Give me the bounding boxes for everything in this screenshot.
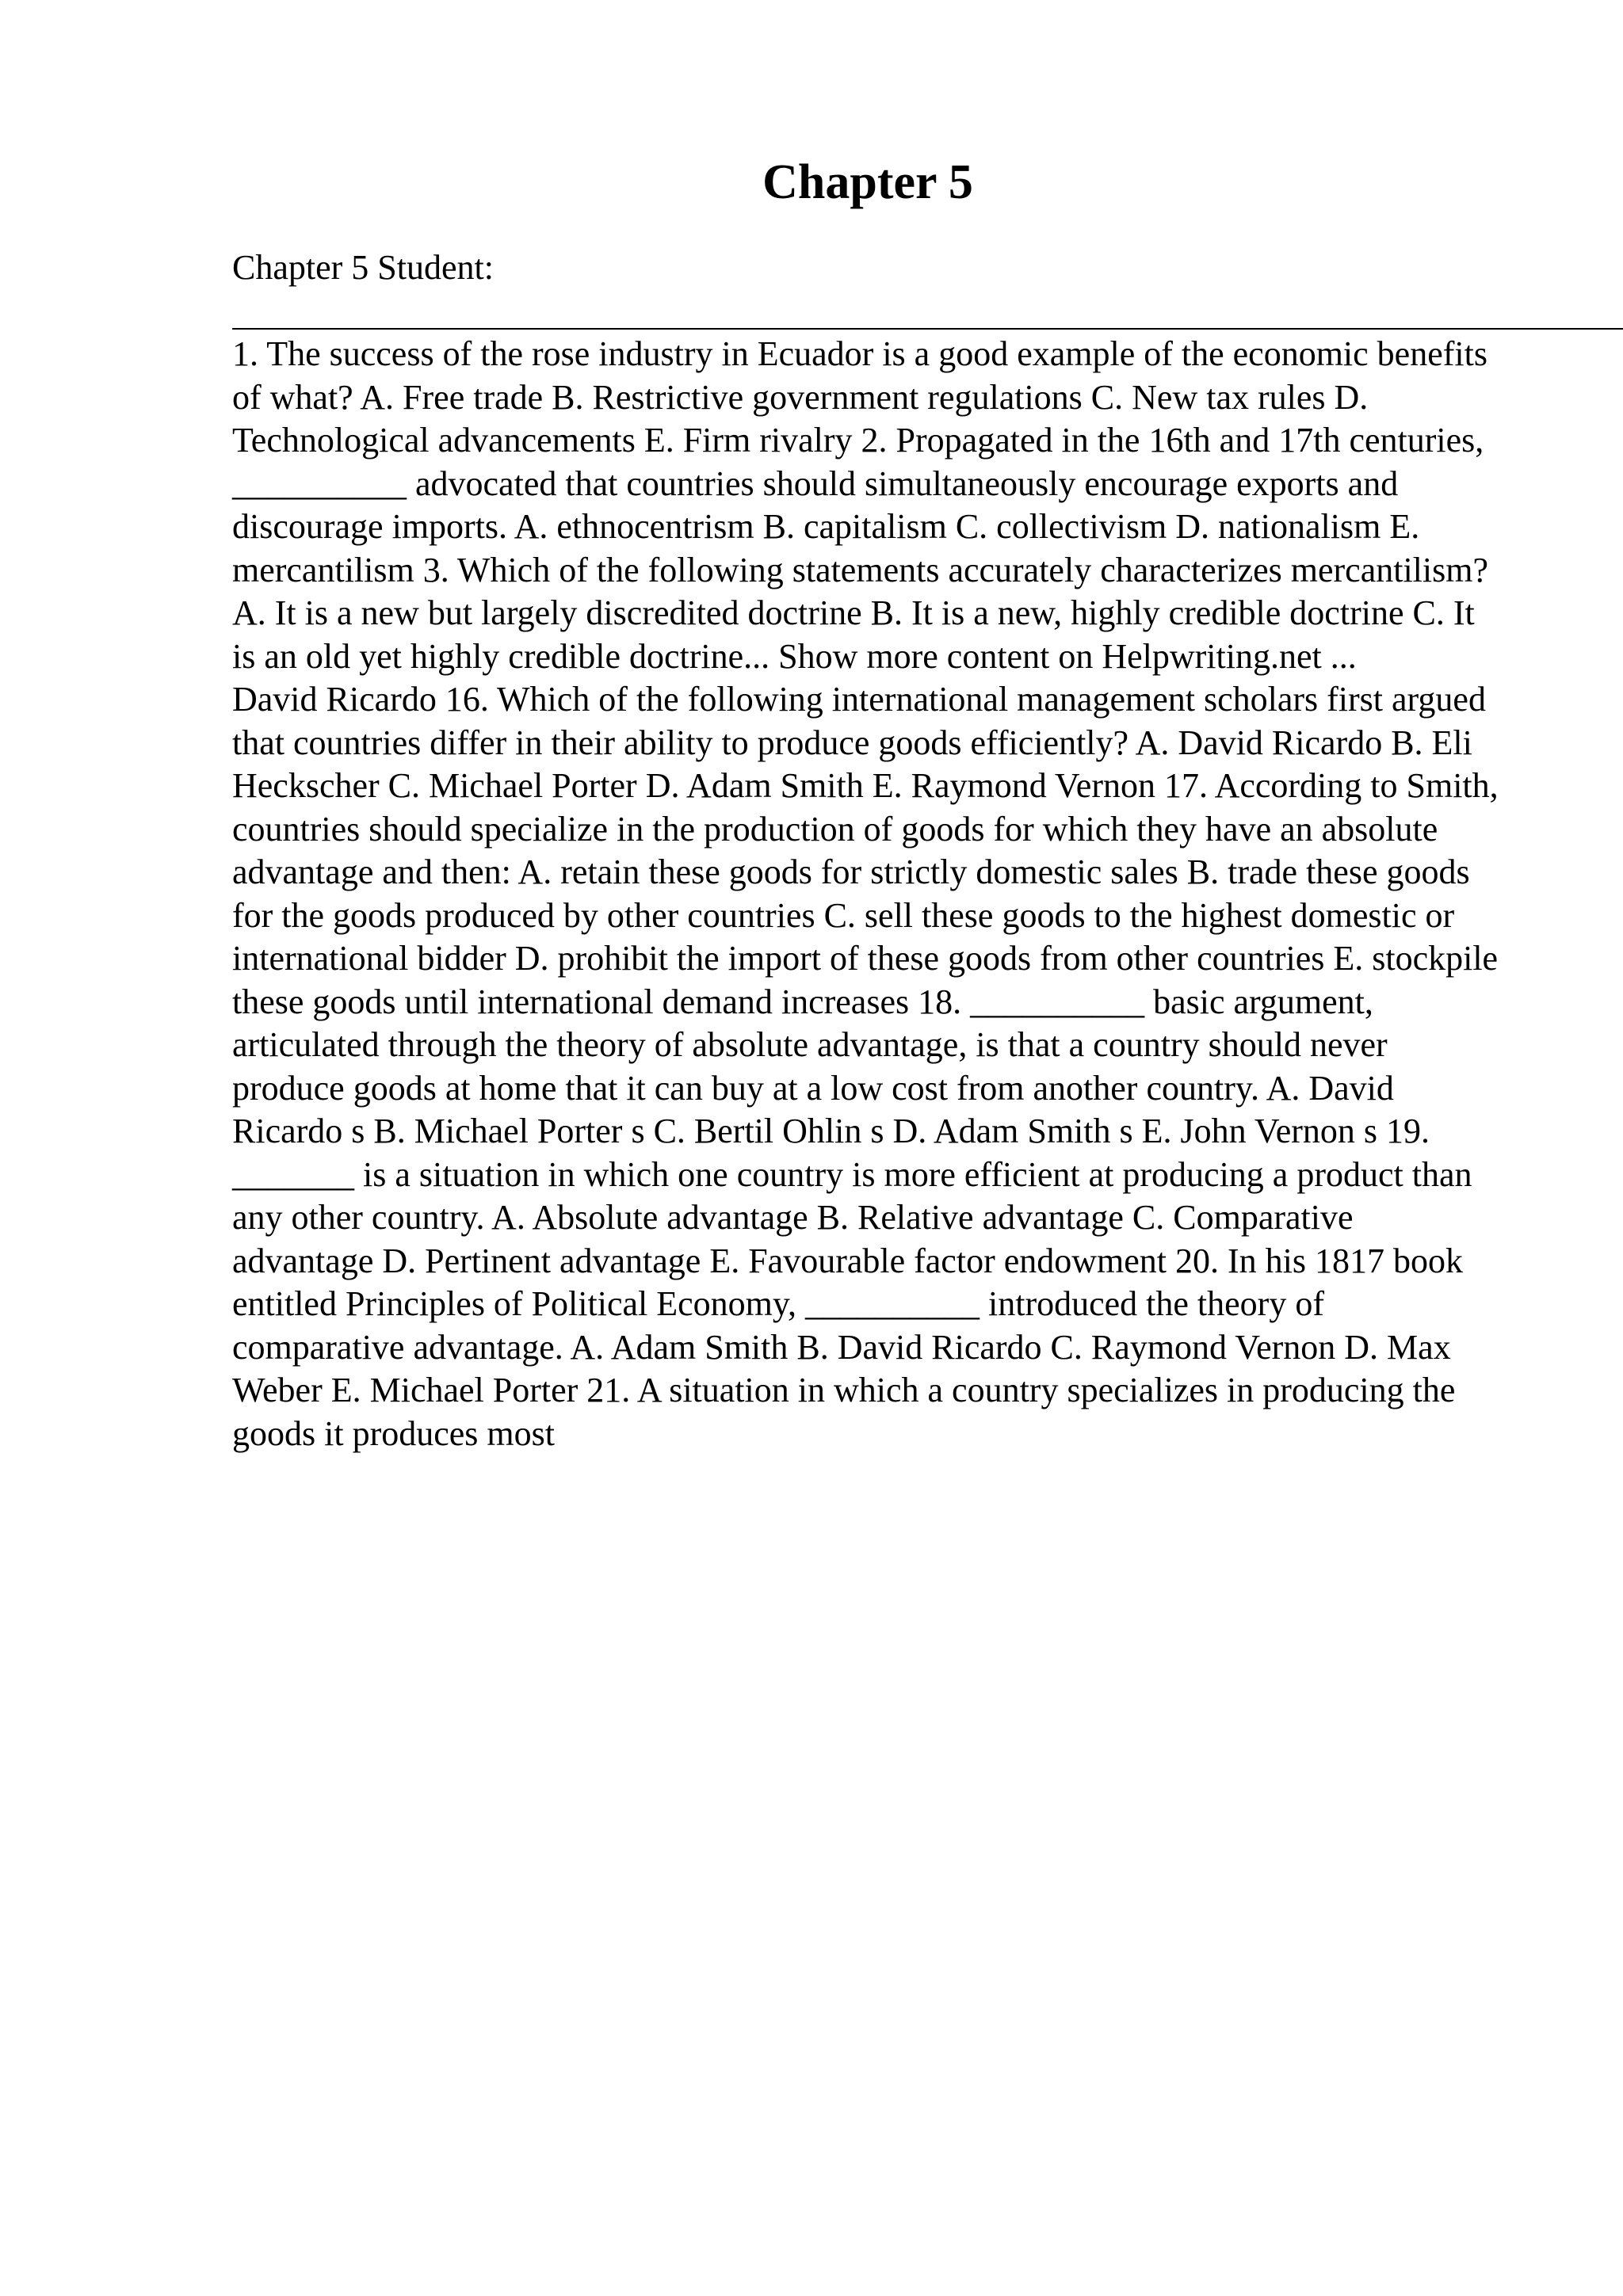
divider-line xyxy=(232,328,1623,330)
paragraph-questions-16-21: David Ricardo 16. Which of the following international management scholars first argued that countries differ in their ability to produce goods efficiently? A. David Ricardo B. Eli Heckscher C. Michael Porter D. Adam Smith E. Raymond Vernon 17. According to Smith, countries should specialize in the production of goods for which they have an absolute advantage and then: A. retain these goods for strictly domestic sales B. trade these goods for the goods produced by other countries C. sell these goods to the highest domestic or international bidder D. prohibit the import of these goods from other countries E. stockpile these goods until international demand increases 18. __________ basic argument, articulated through the theory of absolute advantage, is that a country should never produce goods at home that it can buy at a low cost from another country. A. David Ricardo s B. Michael Porter s C. Bertil Ohlin s D. Adam Smith s E. John Vernon s 19. _______ is a situation in which one country is more efficient at producing a product than any other country. A. Absolute advantage B. Relative advantage C. Comparative advantage D. Pertinent advantage E. Favourable factor endowment 20. In his 1817 book entitled Principles of Political Economy, __________ introduced the theory of comparative advantage. A. Adam Smith B. David Ricardo C. Raymond Vernon D. Max Weber E. Michael Porter 21. A situation in which a country specializes in producing the goods it produces most xyxy=(232,680,1499,1453)
paragraph-questions-1-3: 1. The success of the rose industry in Ecuador is a good example of the economic benefits of what? A. Free trade B. Restrictive government regulations C. New tax rules D. Technological advancements E. Firm rivalry 2. Propagated in the 16th and 17th centuries, __________ advocated that countries should simultaneously encourage exports and discourage imports. A. ethnocentrism B. capitalism C. collectivism D. nationalism E. mercantilism 3. Which of the following statements accurately characterizes mercantilism? A. It is a new but largely discredited doctrine B. It is a new, highly credible doctrine C. It is an old yet highly credible doctrine... Show more content on Helpwriting.net ... xyxy=(232,334,1489,676)
document-body xyxy=(232,333,1500,1455)
page-title: Chapter 5 xyxy=(762,155,973,209)
student-line: Chapter 5 Student: xyxy=(232,248,494,287)
